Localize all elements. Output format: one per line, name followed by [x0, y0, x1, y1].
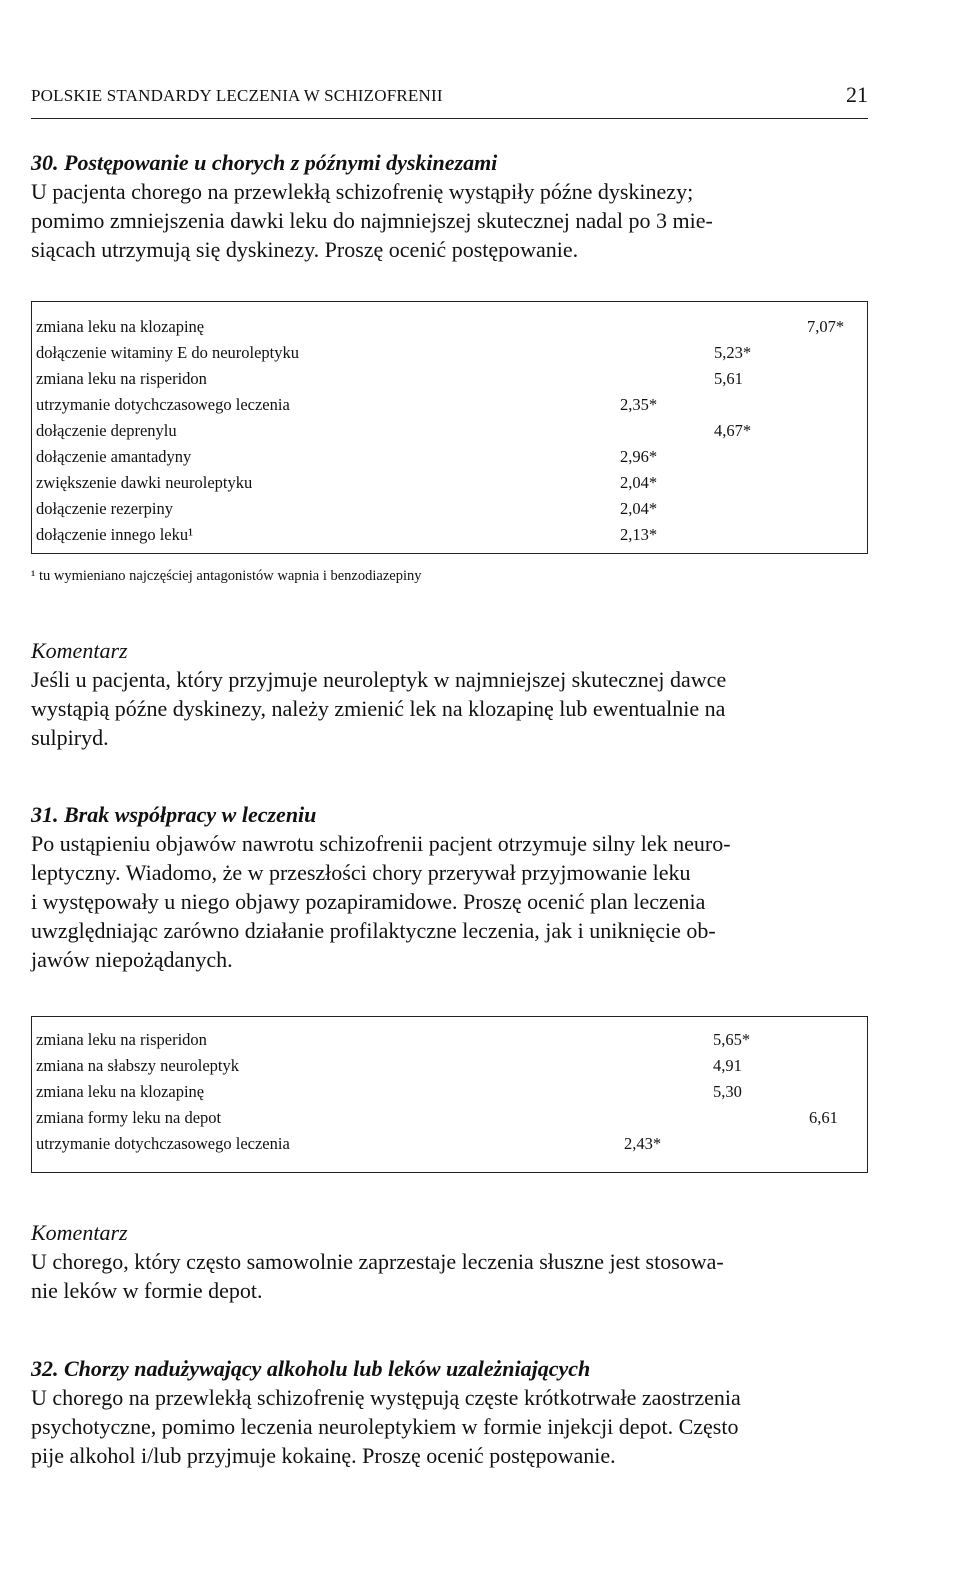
section-30-line-2: pomimo zmniejszenia dawki leku do najmniejszej skutecznej nadal po 3 mie- [31, 208, 713, 233]
section-32-line-1: U chorego na przewlekłą schizofrenię występują częste krótkotrwałe zaostrzenia [31, 1385, 741, 1410]
table-31-row-rating: 5,30 [713, 1082, 742, 1101]
table-31-row-rating: 6,61 [809, 1108, 838, 1127]
section-31-title: Brak współpracy w leczeniu [64, 802, 317, 827]
table-30-row-label: zmiana leku na risperidon [36, 369, 207, 388]
table-30-row [36, 314, 867, 340]
section-31-comment [31, 1218, 871, 1305]
section-31-line-4: uwzględniając zarówno działanie profilaktyczne leczenia, jak i uniknięcie ob- [31, 918, 716, 943]
section-31-comment-line-2: nie leków w formie depot. [31, 1278, 263, 1303]
table-30-row-rating: 2,04* [620, 499, 658, 518]
table-31-row-label: zmiana leku na klozapinę [36, 1082, 205, 1101]
running-title: POLSKIE STANDARDY LECZENIA W SCHIZOFRENII [31, 86, 443, 105]
section-31-table [31, 1016, 868, 1173]
section-30-line-3: siącach utrzymują się dyskinezy. Proszę ocenić postępowanie. [31, 237, 579, 262]
table-31-row [36, 1131, 867, 1157]
section-32-line-3: pije alkohol i/lub przyjmuje kokainę. Proszę ocenić postępowanie. [31, 1443, 616, 1468]
table-30-row-rating: 7,07* [807, 317, 845, 336]
table-30-row-label: utrzymanie dotychczasowego leczenia [36, 395, 290, 414]
section-30-table [31, 301, 868, 554]
section-31-comment-line-1: U chorego, który często samowolnie zaprzestaje leczenia słuszne jest stosowa- [31, 1249, 724, 1274]
section-30-comment-line-1: Jeśli u pacjenta, który przyjmuje neuroleptyk w najmniejszej skutecznej dawce [31, 667, 727, 692]
section-31-comment-heading: Komentarz [31, 1220, 128, 1245]
section-31-line-5: jawów niepożądanych. [31, 947, 233, 972]
table-30-row-label: dołączenie deprenylu [36, 421, 177, 440]
table-31-row-label: utrzymanie dotychczasowego leczenia [36, 1134, 290, 1153]
section-31-number: 31. [31, 802, 59, 827]
table-31-row-rating: 2,43* [624, 1134, 662, 1153]
section-31-line-2: leptyczny. Wiadomo, że w przeszłości chory przerywał przyjmowanie leku [31, 860, 691, 885]
section-32-line-2: psychotyczne, pomimo leczenia neuroleptykiem w formie injekcji depot. Często [31, 1414, 739, 1439]
section-30-number: 30. [31, 150, 59, 175]
header-rule [31, 118, 868, 119]
section-30-footnote: ¹ tu wymieniano najczęściej antagonistów wapnia i benzodiazepiny [31, 568, 422, 584]
table-30-row [36, 470, 867, 496]
section-31-line-1: Po ustąpieniu objawów nawrotu schizofrenii pacjent otrzymuje silny lek neuro- [31, 831, 731, 856]
table-30-row-label: dołączenie amantadyny [36, 447, 192, 466]
table-31-row-rating: 4,91 [713, 1056, 742, 1075]
section-30-heading [31, 148, 871, 177]
table-30-row [36, 366, 867, 392]
section-30-line-1: U pacjenta chorego na przewlekłą schizofrenię wystąpiły późne dyskinezy; [31, 179, 694, 204]
section-32-title: Chorzy nadużywający alkoholu lub leków uzależniających [64, 1356, 591, 1381]
section-30-comment-heading: Komentarz [31, 638, 128, 663]
table-30-row-rating: 5,23* [714, 343, 752, 362]
table-30-row-rating: 2,13* [620, 525, 658, 544]
table-31-row [36, 1027, 867, 1053]
table-30-row-rating: 2,04* [620, 473, 658, 492]
section-31-heading [31, 800, 871, 829]
table-30-row [36, 340, 867, 366]
section-30 [31, 148, 871, 264]
table-30-row-label: zmiana leku na klozapinę [36, 317, 205, 336]
table-31-row-label: zmiana formy leku na depot [36, 1108, 222, 1127]
table-30-row-label: zwiększenie dawki neuroleptyku [36, 473, 253, 492]
table-30-row-rating: 5,61 [714, 369, 743, 388]
table-30-row-rating: 4,67* [714, 421, 752, 440]
section-32-heading [31, 1354, 871, 1383]
section-30-title: Postępowanie u chorych z późnymi dyskinezami [64, 150, 498, 175]
section-31-line-3: i występowały u niego objawy pozapiramidowe. Proszę ocenić plan leczenia [31, 889, 706, 914]
table-30-row [36, 522, 867, 548]
table-31-row-rating: 5,65* [713, 1030, 751, 1049]
table-30-row-label: dołączenie witaminy E do neuroleptyku [36, 343, 300, 362]
table-30-row-rating: 2,35* [620, 395, 658, 414]
section-32 [31, 1354, 871, 1470]
table-30-row [36, 444, 867, 470]
section-31 [31, 800, 871, 974]
table-31-row [36, 1105, 867, 1131]
table-30-row [36, 496, 867, 522]
table-31-row [36, 1079, 867, 1105]
table-30-row [36, 392, 867, 418]
table-30-row-rating: 2,96* [620, 447, 658, 466]
table-30-row-label: dołączenie innego leku¹ [36, 525, 194, 544]
table-31-row-label: zmiana na słabszy neuroleptyk [36, 1056, 239, 1075]
table-30-row [36, 418, 867, 444]
section-30-comment [31, 636, 871, 752]
table-31-row [36, 1053, 867, 1079]
page-number: 21 [846, 82, 868, 107]
table-30-row-label: dołączenie rezerpiny [36, 499, 173, 518]
table-31-row-label: zmiana leku na risperidon [36, 1030, 207, 1049]
section-32-number: 32. [31, 1356, 59, 1381]
section-30-comment-line-2: wystąpią późne dyskinezy, należy zmienić lek na klozapinę lub ewentualnie na [31, 696, 726, 721]
section-30-comment-line-3: sulpiryd. [31, 725, 109, 750]
